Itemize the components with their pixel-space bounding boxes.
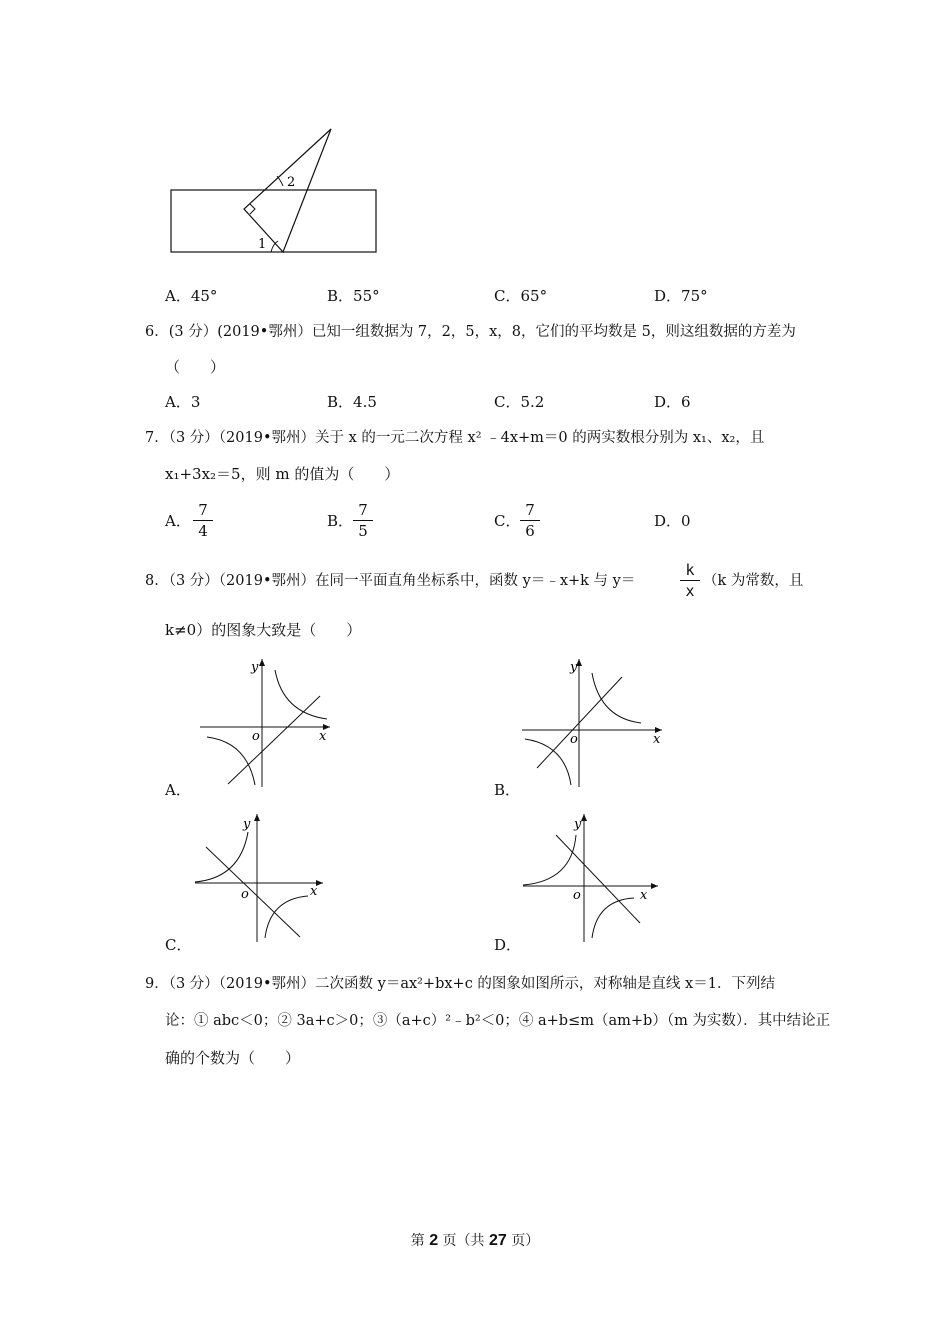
svg-text:o: o [252, 729, 260, 744]
svg-text:y: y [251, 660, 259, 675]
svg-text:x: x [640, 888, 648, 903]
q6-stem-line1: 6．(3 分）(2019•鄂州）已知一组数据为 7，2，5，x，8，它们的平均数是 5，则这组数据的方差为 [145, 324, 796, 340]
q8-option-b[interactable]: B． [494, 781, 521, 799]
q7-option-a[interactable]: A． [165, 512, 191, 530]
q8-option-c[interactable]: C． [165, 936, 192, 954]
q9-stem-line3: 确的个数为（ ） [165, 1049, 301, 1067]
q5-option-b[interactable]: B．55° [327, 287, 380, 305]
q7-option-a-fraction: $\frac{7}{4}$ [193, 501, 213, 540]
q5-option-d[interactable]: D．75° [654, 287, 708, 305]
q8-graph-b [517, 655, 667, 790]
svg-text:x: x [310, 884, 318, 899]
q7-option-b[interactable]: B． [327, 512, 354, 530]
page-footer: 第 2 页（共 27 页） [410, 1232, 540, 1249]
q6-option-c[interactable]: C．5.2 [494, 393, 545, 411]
svg-text:x: x [653, 732, 661, 747]
q5-figure [160, 120, 390, 265]
q8-stem-line2: k≠0）的图象大致是（ ） [165, 621, 362, 639]
q8-stem-line1-a: 8．（3 分）（2019•鄂州）在同一平面直角坐标系中，函数 y＝﹣x+k 与 y＝ [145, 573, 636, 589]
q7-option-d[interactable]: D．0 [654, 512, 691, 530]
right-angle-mark [250, 204, 255, 214]
svg-text:y: y [570, 660, 578, 675]
q9-stem-line2: 论：① abc＜0；② 3a+c＞0；③（a+c）²﹣b²＜0；④ a+b≤m（am+b）（m 为实数）．其中结论正 [165, 1013, 831, 1029]
q8-stem-line1-b: （k 为常数，且 [703, 573, 804, 589]
q8-option-a[interactable]: A． [165, 781, 191, 799]
q7-stem-line2: x₁+3x₂＝5，则 m 的值为（ ） [165, 465, 400, 483]
svg-text:y: y [243, 817, 251, 832]
q8-graph-c [190, 810, 330, 945]
svg-text:o: o [570, 732, 578, 747]
svg-text:o: o [241, 887, 249, 902]
q6-option-b[interactable]: B．4.5 [327, 393, 377, 411]
q7-option-c[interactable]: C． [494, 512, 521, 530]
q5-option-c[interactable]: C．65° [494, 287, 548, 305]
angle2-arc [277, 176, 283, 186]
q7-stem-line1: 7．（3 分）（2019•鄂州）关于 x 的一元二次方程 x² ﹣4x+m＝0 的两实数根分别为 x₁、x₂，且 [145, 430, 765, 446]
q8-graph-d [520, 810, 665, 945]
q8-option-d[interactable]: D． [494, 936, 522, 954]
svg-text:o: o [573, 888, 581, 903]
q5-option-a[interactable]: A．45° [165, 287, 218, 305]
q7-option-b-fraction: $\frac{7}{5}$ [353, 501, 373, 540]
q6-option-d[interactable]: D．6 [654, 393, 691, 411]
angle2-label: 2 [287, 175, 296, 190]
q8-graph-a [195, 655, 335, 790]
q8-stem-fraction: $\frac{k}{x}$ [680, 561, 700, 600]
page-total: 27 [489, 1232, 507, 1249]
svg-text:y: y [574, 817, 582, 832]
page-number: 2 [429, 1232, 439, 1249]
rectangle [171, 190, 376, 252]
q9-stem-line1: 9．（3 分）（2019•鄂州）二次函数 y＝ax²+bx+c 的图象如图所示，对称轴是直线 x＝1．下列结 [145, 976, 775, 992]
q6-option-a[interactable]: A．3 [165, 393, 201, 411]
svg-text:x: x [319, 729, 327, 744]
q7-option-c-fraction: $\frac{7}{6}$ [520, 501, 540, 540]
angle1-label: 1 [258, 237, 267, 252]
q6-stem-line2: （ ） [165, 358, 226, 376]
